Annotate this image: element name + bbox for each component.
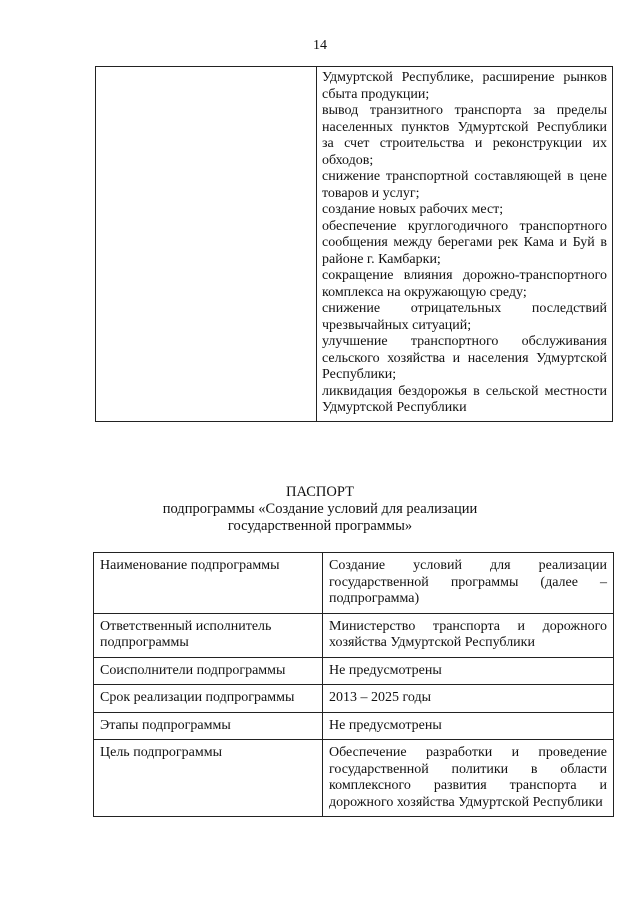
table-row [94, 613, 614, 657]
row-label: Соисполнители подпрограммы [94, 657, 323, 685]
table-row [94, 553, 614, 614]
page-number: 14 [313, 38, 327, 53]
row-value: 2013 – 2025 годы [323, 685, 614, 713]
row-label: Наименование подпрограммы [94, 553, 323, 614]
row-label: Цель подпрограммы [94, 740, 323, 817]
list-item: снижение отрицательных последствий чрезвычайных ситуаций; [322, 301, 607, 333]
list-item: обеспечение круглогодичного транспортного сообщения между берегами рек Кама и Буй в районе г. Камбарки; [322, 218, 607, 267]
passport-title: ПАСПОРТ [286, 484, 354, 500]
list-item: снижение транспортной составляющей в цене товаров и услуг; [322, 169, 607, 201]
row-value: Обеспечение разработки и проведение государственной политики в области комплексного развития транспорта и дорожного хозяйства Удмуртской Республики [323, 740, 614, 817]
row-value: Не предусмотрены [323, 712, 614, 740]
list-item: Удмуртской Республике, расширение рынков сбыта продукции; [322, 70, 607, 102]
row-label: Ответственный исполнитель подпрограммы [94, 613, 323, 657]
table-row [94, 712, 614, 740]
passport-subtitle-line-1: подпрограммы «Создание условий для реализации [162, 501, 478, 517]
row-value: Министерство транспорта и дорожного хозяйства Удмуртской Республики [323, 613, 614, 657]
table-row [96, 67, 613, 422]
table-row [94, 685, 614, 713]
passport-table [93, 552, 614, 817]
continuation-label-cell [96, 67, 317, 422]
row-value: Не предусмотрены [323, 657, 614, 685]
row-label: Срок реализации подпрограммы [94, 685, 323, 713]
table-row [94, 740, 614, 817]
list-item: ликвидация бездорожья в сельской местности Удмуртской Республики [322, 383, 607, 415]
continuation-value-cell [317, 67, 613, 422]
table-row [94, 657, 614, 685]
continuation-table [95, 66, 613, 422]
list-item: сокращение влияния дорожно-транспортного комплекса на окружающую среду; [322, 268, 607, 300]
list-item: создание новых рабочих мест; [322, 202, 504, 217]
list-item: улучшение транспортного обслуживания сельского хозяйства и населения Удмуртской Республики; [322, 334, 607, 382]
passport-subtitle-line-2: государственной программы» [227, 518, 413, 534]
passport-heading [0, 484, 640, 535]
row-value: Создание условий для реализации государственной программы (далее – подпрограмма) [323, 553, 614, 614]
row-label: Этапы подпрограммы [94, 712, 323, 740]
list-item: вывод транзитного транспорта за пределы населенных пунктов Удмуртской Республики за счет строительства и реконструкции их обходов; [322, 103, 607, 168]
